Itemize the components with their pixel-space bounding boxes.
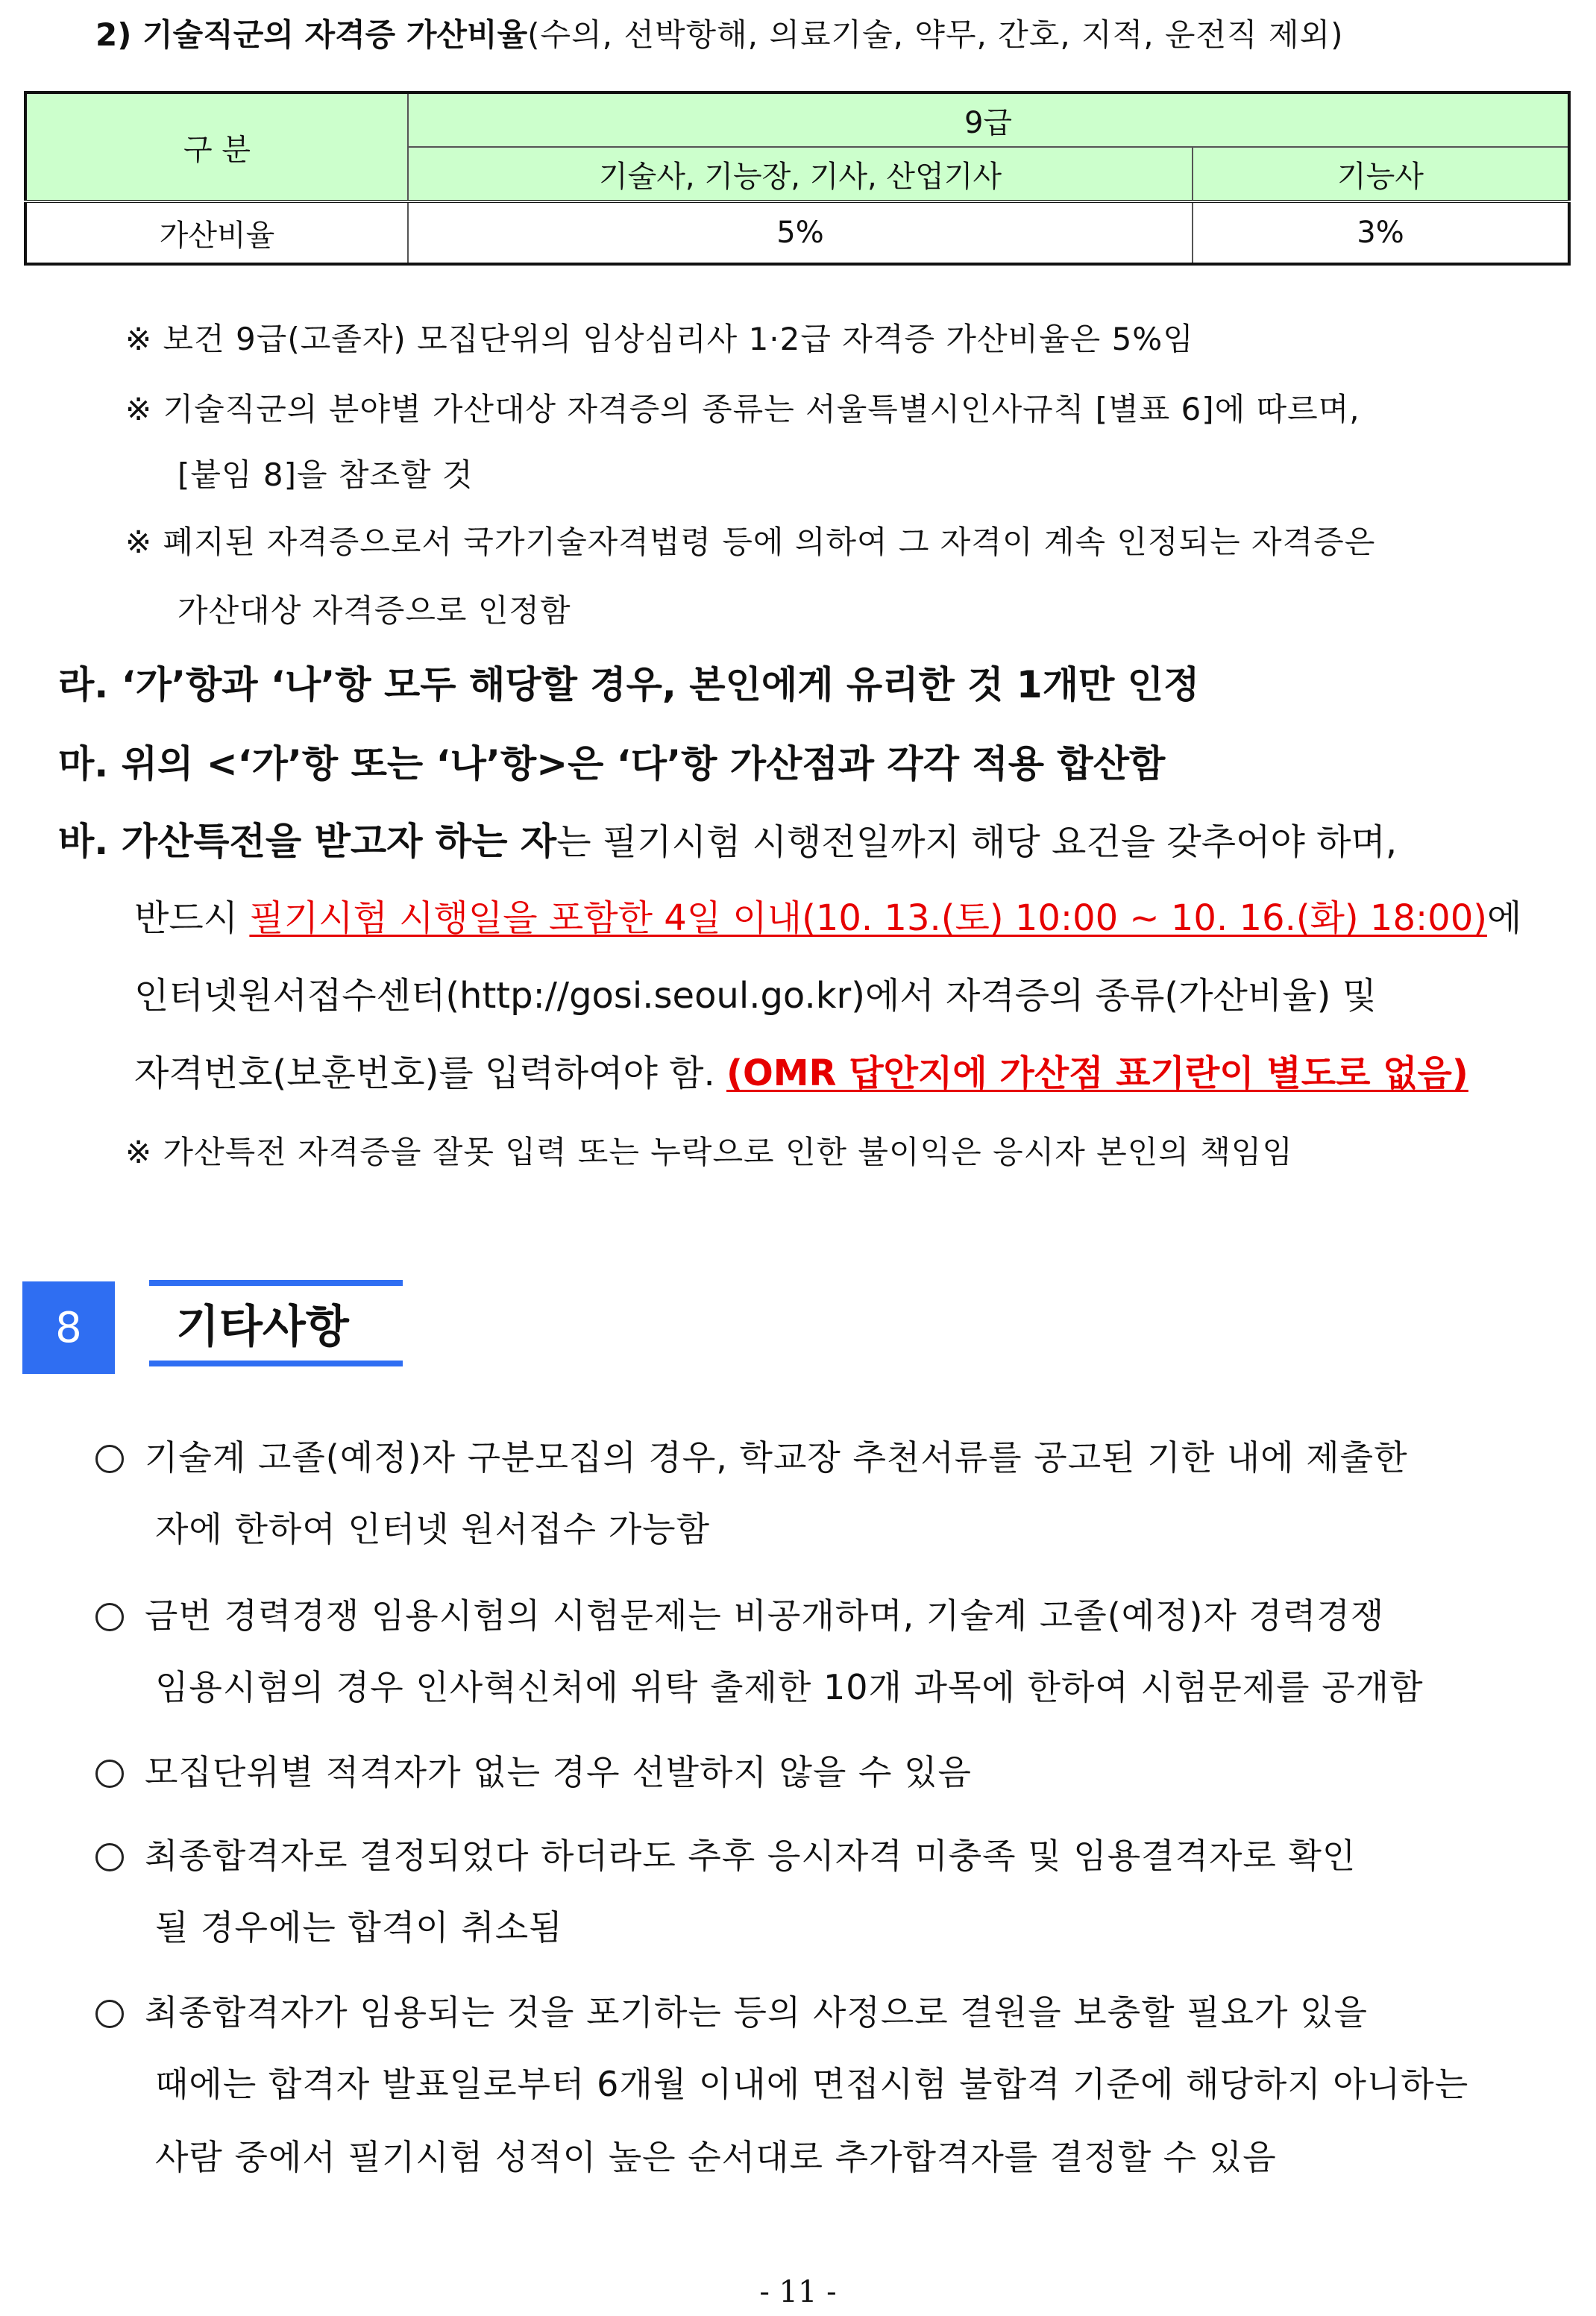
section-title: 기타사항 [149,1280,403,1366]
bullet-4-line1: 최종합격자로 결정되었다 하더라도 추후 응시자격 미충족 및 임용결격자로 확인 [145,1836,1357,1876]
header-category: 구 분 [25,92,408,201]
item-ba-line4 [134,1044,1468,1096]
bullet-1-line1: 기술계 고졸(예정)자 구분모집의 경우, 학교장 추천서류를 공고된 기한 내에 제출한 [145,1437,1408,1478]
bullet-1 [95,1431,1408,1480]
bullet-4-line2: 될 경우에는 합격이 취소됨 [155,1907,563,1948]
bullet-5-line2: 때에는 합격자 발표일로부터 6개월 이내에 면접시험 불합격 기준에 해당하지 아니하는 [155,2064,1469,2104]
circle-bullet-icon [95,2000,124,2028]
note-3a: ※ 폐지된 자격증으로서 국가기술자격법령 등에 의하여 그 자격이 계속 인정되는 자격증은 [125,524,1376,560]
note-1: ※ 보건 9급(고졸자) 모집단위의 임상심리사 1·2급 자격증 가산비율은 5%임 [125,321,1194,357]
item-ra: 라. ‘가’항과 ‘나’항 모두 해당할 경우, 본인에게 유리한 것 1개만 인정 [58,663,1200,706]
bullet-1-line2: 자에 한하여 인터넷 원서접수 가능함 [155,1509,711,1549]
cell-val2: 3% [1193,201,1569,264]
bullet-2-line2: 임용시험의 경우 인사혁신처에 위탁 출제한 10개 과목에 한하여 시험문제를 공개함 [155,1667,1424,1707]
omr-notice: (OMR 답안지에 가산점 표기란이 별도로 없음) [726,1052,1468,1094]
bullet-2 [95,1589,1384,1638]
circle-bullet-icon [95,1445,124,1473]
item-ba-note: ※ 가산특전 자격증을 잘못 입력 또는 누락으로 인한 불이익은 응시자 본인의 책임임 [125,1134,1293,1170]
item-ma: 마. 위의 <‘가’항 또는 ‘나’항>은 ‘다’항 가산점과 각각 적용 합산함 [58,742,1166,785]
row-label: 가산비율 [25,201,408,264]
item-ba-line4-pre: 자격번호(보훈번호)를 입력하여야 함. [134,1052,727,1094]
item-ba-line2 [134,889,1521,941]
header-col2: 기능사 [1193,147,1569,201]
circle-bullet-icon [95,1843,124,1871]
bullet-4 [95,1829,1356,1878]
subheading-bold: 2) 기술직군의 자격증 가산비율 [95,16,528,53]
bullet-5-line1: 최종합격자가 임용되는 것을 포기하는 등의 사정으로 결원을 보충할 필요가 있을 [145,1992,1368,2033]
circle-bullet-icon [95,1760,124,1788]
header-grade: 9급 [408,92,1569,147]
note-2b: [붙임 8]을 참조할 것 [177,456,474,493]
bullet-3 [95,1745,972,1795]
bullet-5-line3: 사람 중에서 필기시험 성적이 높은 순서대로 추가합격자를 결정할 수 있음 [155,2137,1277,2177]
header-col1: 기술사, 기능장, 기사, 산업기사 [408,147,1193,201]
note-3b: 가산대상 자격증으로 인정함 [177,592,571,629]
page-number: - 11 - [759,2275,837,2309]
bullet-2-line1: 금번 경력경쟁 임용시험의 시험문제는 비공개하며, 기술계 고졸(예정)자 경력경쟁 [145,1595,1385,1636]
bullet-5 [95,1986,1368,2035]
rate-table [24,91,1571,266]
subheading [95,10,1344,55]
deadline-highlight: 필기시험 시행일을 포함한 4일 이내(10. 13.(토) 10:00 ~ 10. 16.(화) 18:00) [249,897,1487,939]
item-ba [58,812,1397,865]
circle-bullet-icon [95,1603,124,1631]
item-ba-line2-post: 에 [1486,897,1522,939]
item-ba-rest: 는 필기시험 시행전일까지 해당 요건을 갖추어야 하며, [556,821,1398,863]
item-ba-line3: 인터넷원서접수센터(http://gosi.seoul.go.kr)에서 자격증의 종류(가산비율) 및 [134,975,1377,1017]
subheading-note: (수의, 선박항해, 의료기술, 약무, 간호, 지적, 운전직 제외) [527,16,1344,53]
bullet-3-line1: 모집단위별 적격자가 없는 경우 선발하지 않을 수 있음 [145,1752,972,1792]
item-ba-bold: 바. 가산특전을 받고자 하는 자 [58,820,557,863]
cell-val1: 5% [408,201,1193,264]
note-2a: ※ 기술직군의 분야별 가산대상 자격증의 종류는 서울특별시인사규칙 [별표 6]에 따르며, [125,391,1360,427]
section-number: 8 [22,1281,115,1374]
item-ba-line2-pre: 반드시 [134,897,250,939]
